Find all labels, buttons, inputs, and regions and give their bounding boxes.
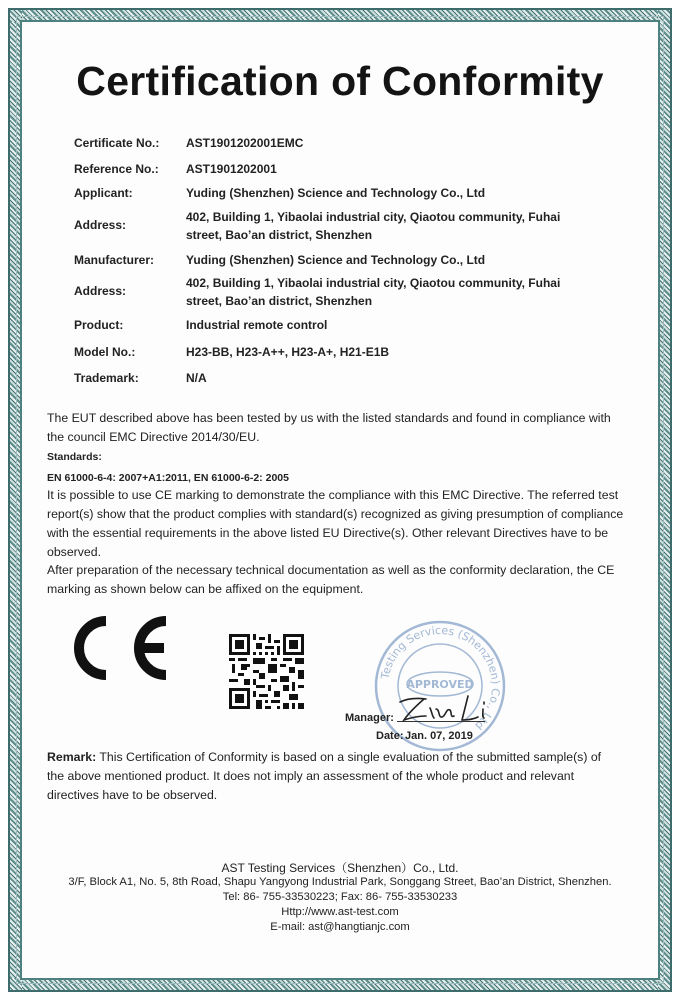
after-paragraph-line-1: After preparation of the necessary technical documentation as well as the conformity declaration, the CE <box>47 563 615 577</box>
after-paragraph-line-2: marking as shown below can be affixed on the equipment. <box>47 582 364 596</box>
remark-text-1: This Certification of Conformity is based on a single evaluation of the submitted sample(s) of <box>96 750 602 764</box>
manufacturer-address-label: Address: <box>74 284 127 298</box>
svg-text:Testing Services (Shenzhen) Co: Testing Services (Shenzhen) Co., Ltd <box>378 623 503 733</box>
applicant-address-label: Address: <box>74 218 127 232</box>
ce-paragraph-line-3: with the essential requirements in the above listed EU Directive(s). Other relevant Directives have to be <box>47 526 609 540</box>
ce-paragraph-line-2: report(s) show that the product complies with standard(s) recognized as giving presumption of compliance <box>47 507 624 521</box>
qr-code <box>229 634 304 709</box>
manufacturer-address-line-1: 402, Building 1, Yibaolai industrial city, Qiaotou community, Fuhai <box>186 276 561 290</box>
trademark-value: N/A <box>186 371 207 385</box>
footer-address: 3/F, Block A1, No. 5, 8th Road, Shapu Yangyong Industrial Park, Songgang Street, Bao’an District, Shenzhen. <box>68 876 612 888</box>
product-label: Product: <box>74 318 124 332</box>
applicant-address-line-2: street, Bao’an district, Shenzhen <box>186 228 373 242</box>
ce-mark-logo <box>68 613 178 683</box>
date-value: Jan. 07, 2019 <box>405 730 473 742</box>
manufacturer-address-line-2: street, Bao’an district, Shenzhen <box>186 294 373 308</box>
applicant-label: Applicant: <box>74 186 133 200</box>
trademark-label: Trademark: <box>74 371 139 385</box>
intro-line-1: The EUT described above has been tested by us with the listed standards and found in compliance with <box>47 411 611 425</box>
certificate-no-label: Certificate No.: <box>74 136 160 150</box>
manager-label: Manager: <box>345 712 394 724</box>
manager-signature-line <box>397 721 485 722</box>
remark-label: Remark: <box>47 750 97 764</box>
date-label: Date: <box>376 730 404 742</box>
remark-line-2: the above mentioned product. It does not imply an assessment of the whole product and relevant <box>47 769 575 783</box>
applicant-address-line-1: 402, Building 1, Yibaolai industrial city, Qiaotou community, Fuhai <box>186 210 561 224</box>
intro-line-2: the council EMC Directive 2014/30/EU. <box>47 430 260 444</box>
model-no-value: H23-BB, H23-A++, H23-A+, H21-E1B <box>186 345 390 359</box>
model-no-label: Model No.: <box>74 345 136 359</box>
standards-value: EN 61000-6-4: 2007+A1:2011, EN 61000-6-2: 2005 <box>47 472 289 484</box>
manufacturer-value: Yuding (Shenzhen) Science and Technology Co., Ltd <box>186 253 486 267</box>
page-title: Certification of Conformity <box>76 58 604 104</box>
remark-line-1 <box>47 748 643 766</box>
certificate-no-value: AST1901202001EMC <box>186 136 304 150</box>
remark-line-3: directives have to be observed. <box>47 788 218 802</box>
footer-company: AST Testing Services（Shenzhen）Co., Ltd. <box>221 861 459 875</box>
svg-text:APPROVED: APPROVED <box>406 678 474 691</box>
footer-website: Http://www.ast-test.com <box>281 906 399 918</box>
reference-no-label: Reference No.: <box>74 162 159 176</box>
manufacturer-label: Manufacturer: <box>74 253 155 267</box>
reference-no-value: AST1901202001 <box>186 162 277 176</box>
product-value: Industrial remote control <box>186 318 328 332</box>
ce-paragraph-line-1: It is possible to use CE marking to demonstrate the compliance with this EMC Directive. The referred test <box>47 488 619 502</box>
footer-email: E-mail: ast@hangtianjc.com <box>270 921 410 933</box>
standards-label: Standards: <box>47 451 102 463</box>
applicant-value: Yuding (Shenzhen) Science and Technology Co., Ltd <box>186 186 486 200</box>
footer-phone: Tel: 86- 755-33530223; Fax: 86- 755-33530233 <box>222 891 458 903</box>
ce-paragraph-line-4: observed. <box>47 545 102 559</box>
